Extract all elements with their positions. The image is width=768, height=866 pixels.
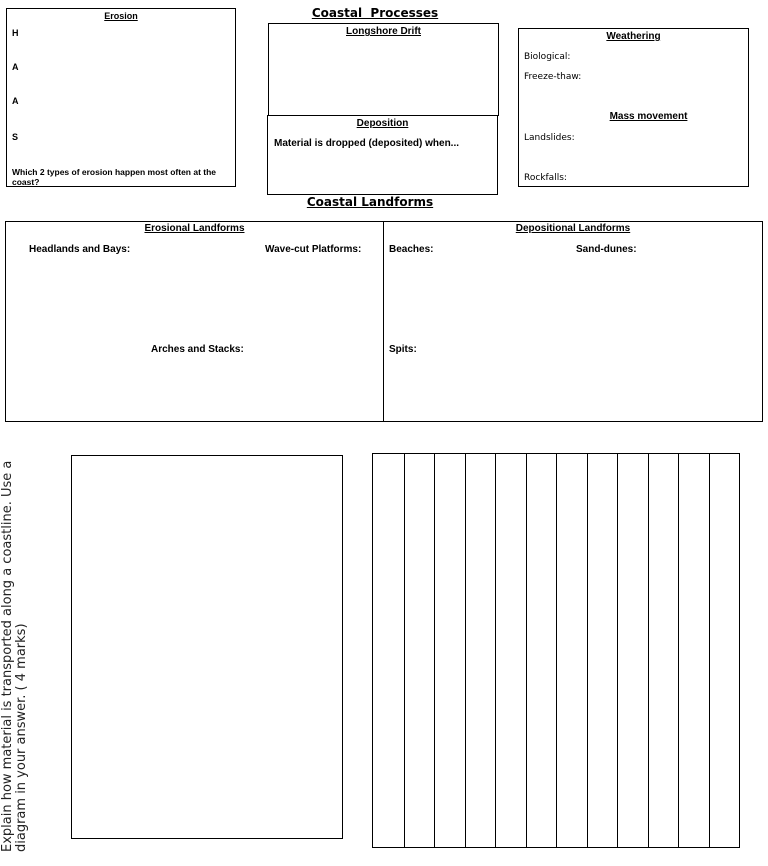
- diagram-answer-box[interactable]: [71, 455, 343, 839]
- weathering-box: [518, 28, 749, 187]
- answer-grid-line: [495, 454, 496, 847]
- erosion-box: [6, 8, 236, 187]
- erosional-landforms-heading: Erosional Landforms: [144, 223, 245, 234]
- beaches-label: Beaches:: [389, 244, 434, 255]
- question-text-wrapper: [0, 430, 43, 860]
- answer-grid-line: [526, 454, 527, 847]
- answer-grid-line: [434, 454, 435, 847]
- erosion-letter-a1: A: [12, 62, 19, 72]
- erosion-letter-a2: A: [12, 96, 19, 106]
- erosion-question: Which 2 types of erosion happen most often at the coast?: [12, 167, 217, 187]
- biological-label: Biological:: [524, 52, 571, 62]
- headlands-bays-label: Headlands and Bays:: [29, 244, 131, 255]
- answer-grid-line: [556, 454, 557, 847]
- erosion-letter-s: S: [12, 132, 19, 142]
- rockfalls-label: Rockfalls:: [524, 173, 567, 183]
- mass-movement-heading: Mass movement: [609, 111, 688, 122]
- answer-grid-line: [587, 454, 588, 847]
- sand-dunes-label: Sand-dunes:: [576, 244, 637, 255]
- deposition-box: [267, 115, 498, 195]
- answer-grid-line: [404, 454, 405, 847]
- answer-grid-line: [617, 454, 618, 847]
- answer-grid-line: [465, 454, 466, 847]
- landslides-label: Landslides:: [524, 133, 575, 143]
- deposition-heading: Deposition: [356, 118, 409, 129]
- answer-grid-line: [678, 454, 679, 847]
- landforms-divider: [383, 222, 384, 421]
- longshore-drift-heading: Longshore Drift: [346, 26, 421, 37]
- freeze-thaw-label: Freeze-thaw:: [524, 72, 582, 82]
- coastal-processes-title: Coastal Processes: [311, 6, 439, 20]
- arches-stacks-label: Arches and Stacks:: [151, 344, 244, 355]
- deposition-prompt: Material is dropped (deposited) when...: [274, 138, 460, 149]
- landforms-box: [5, 221, 763, 422]
- wave-cut-platforms-label: Wave-cut Platforms:: [265, 244, 362, 255]
- answer-grid-line: [648, 454, 649, 847]
- spits-label: Spits:: [389, 344, 417, 355]
- weathering-heading: Weathering: [606, 31, 661, 42]
- coastal-landforms-title: Coastal Landforms: [306, 195, 434, 209]
- erosion-letter-h: H: [12, 28, 19, 38]
- written-answer-grid[interactable]: [372, 453, 740, 848]
- depositional-landforms-heading: Depositional Landforms: [515, 223, 631, 234]
- answer-grid-line: [709, 454, 710, 847]
- erosion-heading: Erosion: [104, 11, 138, 21]
- question-text: Explain how material is transported along a coastline. Use a diagram in your answer. ( 4 marks): [0, 460, 29, 852]
- longshore-drift-box: [268, 23, 499, 116]
